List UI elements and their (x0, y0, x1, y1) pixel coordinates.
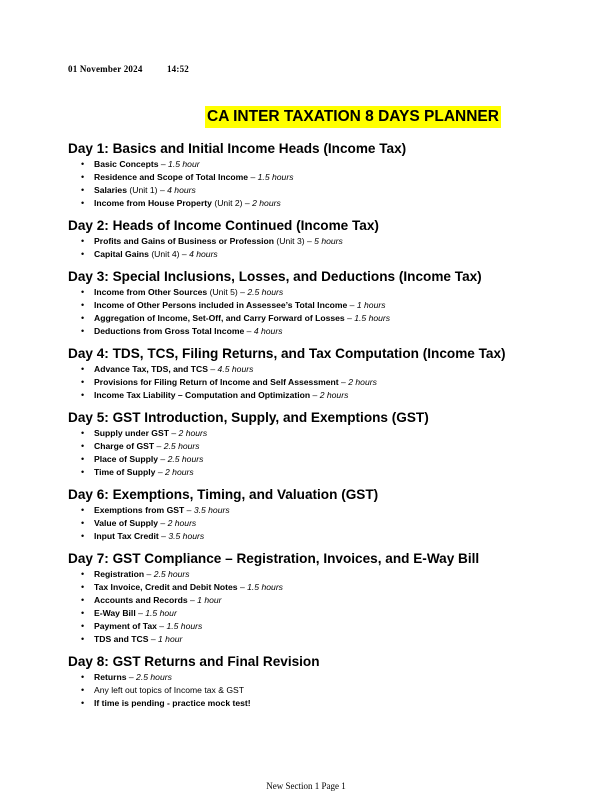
topic-name: If time is pending - practice mock test! (94, 698, 251, 708)
dash-separator: – (158, 454, 168, 464)
page-date: 01 November 2024 (68, 64, 143, 74)
list-item (68, 517, 598, 530)
topic-list (68, 363, 598, 402)
list-item (68, 325, 598, 338)
dash-separator: – (156, 621, 167, 631)
topic-duration: 1 hour (197, 595, 222, 605)
list-item (68, 363, 598, 376)
dash-separator: – (237, 287, 248, 297)
topic-duration: 2 hours (165, 467, 194, 477)
list-item (68, 440, 598, 453)
topic-list (68, 427, 598, 479)
topic-name: Value of Supply (94, 518, 158, 528)
page-footer: New Section 1 Page 1 (266, 781, 346, 791)
list-item (68, 197, 598, 210)
dash-separator: – (155, 467, 165, 477)
topic-name: Provisions for Filing Return of Income and Self Assessment (94, 377, 339, 387)
topic-duration: 1 hour (158, 634, 183, 644)
list-item (68, 171, 598, 184)
dash-separator: – (338, 377, 349, 387)
topic-list (68, 286, 598, 338)
list-item (68, 248, 598, 261)
list-item (68, 607, 598, 620)
topic-duration: 2 hours (348, 377, 377, 387)
topic-name: Income from House Property (94, 198, 212, 208)
day-section (68, 139, 598, 210)
planner-content (68, 139, 598, 716)
topic-name: Returns (94, 672, 127, 682)
topic-duration: 1 hours (356, 300, 386, 310)
topic-name: Tax Invoice, Credit and Debit Notes (94, 582, 238, 592)
topic-duration: 1.5 hours (166, 621, 203, 631)
dash-separator: – (154, 441, 164, 451)
day-heading: Day 7: GST Compliance – Registration, Invoices, and E-Way Bill (68, 551, 480, 566)
topic-name: Deductions from Gross Total Income (94, 326, 245, 336)
list-item (68, 504, 598, 517)
topic-duration: 2.5 hours (136, 672, 172, 682)
list-item (68, 594, 598, 607)
topic-duration: 2 hours (167, 518, 197, 528)
dash-separator: – (248, 172, 258, 182)
topic-name: Salaries (94, 185, 127, 195)
dash-separator: – (168, 428, 179, 438)
dash-separator: – (157, 185, 168, 195)
day-heading: Day 1: Basics and Initial Income Heads (Income Tax) (68, 141, 407, 156)
day-heading: Day 8: GST Returns and Final Revision (68, 654, 320, 669)
list-item (68, 568, 598, 581)
topic-name: Exemptions from GST (94, 505, 185, 515)
dash-separator: – (158, 159, 169, 169)
day-heading: Day 4: TDS, TCS, Filing Returns, and Tax Computation (Income Tax) (68, 346, 506, 361)
topic-list (68, 235, 598, 261)
day-section (68, 485, 598, 543)
topic-duration: 2 hours (252, 198, 281, 208)
list-item (68, 620, 598, 633)
dash-separator: – (158, 531, 169, 541)
day-heading: Day 3: Special Inclusions, Losses, and Deductions (Income Tax) (68, 269, 482, 284)
day-heading: Day 5: GST Introduction, Supply, and Exemptions (GST) (68, 410, 429, 425)
list-item (68, 633, 598, 646)
list-item (68, 466, 598, 479)
topic-duration: 2.5 hours (163, 441, 200, 451)
list-item (68, 286, 598, 299)
topic-duration: 3.5 hours (193, 505, 230, 515)
topic-name: Charge of GST (94, 441, 155, 451)
topic-duration: 5 hours (314, 236, 343, 246)
dash-separator: – (244, 326, 254, 336)
dash-separator: – (207, 364, 218, 374)
topic-list (68, 568, 598, 646)
list-item (68, 581, 598, 594)
dash-separator: – (135, 608, 146, 618)
topic-name: Basic Concepts (94, 159, 159, 169)
topic-name: Income Tax Liability – Computation and Optimization (94, 390, 311, 400)
topic-unit: (Unit 2) (214, 198, 243, 208)
topic-list (68, 158, 598, 210)
topic-name: Time of Supply (94, 467, 156, 477)
dash-separator: – (242, 198, 253, 208)
title-wrapper (205, 106, 501, 128)
dash-separator: – (344, 313, 355, 323)
dash-separator: – (310, 390, 320, 400)
list-item (68, 427, 598, 440)
topic-unit: (Unit 3) (276, 236, 305, 246)
list-item (68, 299, 598, 312)
dash-separator: – (184, 505, 194, 515)
topic-duration: 2 hours (319, 390, 349, 400)
list-item (68, 184, 598, 197)
dash-separator: – (347, 300, 357, 310)
topic-name: Profits and Gains of Business or Profession (94, 236, 275, 246)
list-item (68, 312, 598, 325)
topic-duration: 1.5 hour (168, 159, 200, 169)
topic-name: TDS and TCS (94, 634, 149, 644)
topic-name: Income from Other Sources (94, 287, 208, 297)
topic-duration: 2.5 hours (153, 569, 190, 579)
topic-list (68, 504, 598, 543)
topic-duration: 1.5 hour (145, 608, 177, 618)
topic-duration: 4 hours (167, 185, 196, 195)
dash-separator: – (304, 236, 315, 246)
list-item (68, 530, 598, 543)
list-item (68, 376, 598, 389)
day-heading: Day 2: Heads of Income Continued (Income Tax) (68, 218, 379, 233)
list-item (68, 235, 598, 248)
topic-duration: 1.5 hours (247, 582, 283, 592)
topic-list (68, 671, 598, 710)
dash-separator: – (126, 672, 137, 682)
day-section (68, 344, 598, 402)
list-item (68, 671, 598, 684)
day-section (68, 549, 598, 646)
topic-name: Supply under GST (94, 428, 169, 438)
topic-duration: 2.5 hours (167, 454, 204, 464)
day-section (68, 216, 598, 261)
list-item (68, 684, 598, 697)
page-time: 14:52 (166, 64, 189, 74)
topic-unit: (Unit 5) (209, 287, 238, 297)
day-section (68, 652, 598, 710)
list-item (68, 453, 598, 466)
list-item (68, 697, 598, 710)
topic-name: E-Way Bill (94, 608, 136, 618)
topic-duration: 4.5 hours (217, 364, 254, 374)
list-item (68, 389, 598, 402)
page-title: CA INTER TAXATION 8 DAYS PLANNER (205, 106, 501, 128)
topic-duration: 1.5 hours (354, 313, 391, 323)
dash-separator: – (179, 249, 190, 259)
dash-separator: – (237, 582, 248, 592)
list-item (68, 158, 598, 171)
topic-unit: (Unit 1) (129, 185, 158, 195)
topic-duration: 4 hours (189, 249, 218, 259)
topic-unit: (Unit 4) (151, 249, 180, 259)
topic-duration: 2 hours (178, 428, 208, 438)
topic-duration: 4 hours (253, 326, 283, 336)
dash-separator: – (148, 634, 158, 644)
dash-separator: – (158, 518, 168, 528)
day-section (68, 408, 598, 479)
topic-duration: 3.5 hours (168, 531, 205, 541)
day-section (68, 267, 598, 338)
topic-name: Aggregation of Income, Set-Off, and Carry Forward of Losses (94, 313, 345, 323)
topic-name: Payment of Tax (94, 621, 157, 631)
page-meta (68, 64, 189, 74)
topic-name: Advance Tax, TDS, and TCS (94, 364, 208, 374)
dash-separator: – (187, 595, 198, 605)
topic-duration: 1.5 hours (257, 172, 294, 182)
dash-separator: – (144, 569, 154, 579)
topic-name: Registration (94, 569, 145, 579)
topic-duration: 2.5 hours (247, 287, 284, 297)
topic-name: Input Tax Credit (94, 531, 159, 541)
topic-name: Place of Supply (94, 454, 158, 464)
topic-name: Residence and Scope of Total Income (94, 172, 249, 182)
topic-name: Accounts and Records (94, 595, 188, 605)
day-heading: Day 6: Exemptions, Timing, and Valuation (GST) (68, 487, 379, 502)
item-text: Any left out topics of Income tax & GST (94, 685, 244, 695)
topic-name: Capital Gains (94, 249, 149, 259)
topic-name: Income of Other Persons included in Assessee’s Total Income (94, 300, 348, 310)
